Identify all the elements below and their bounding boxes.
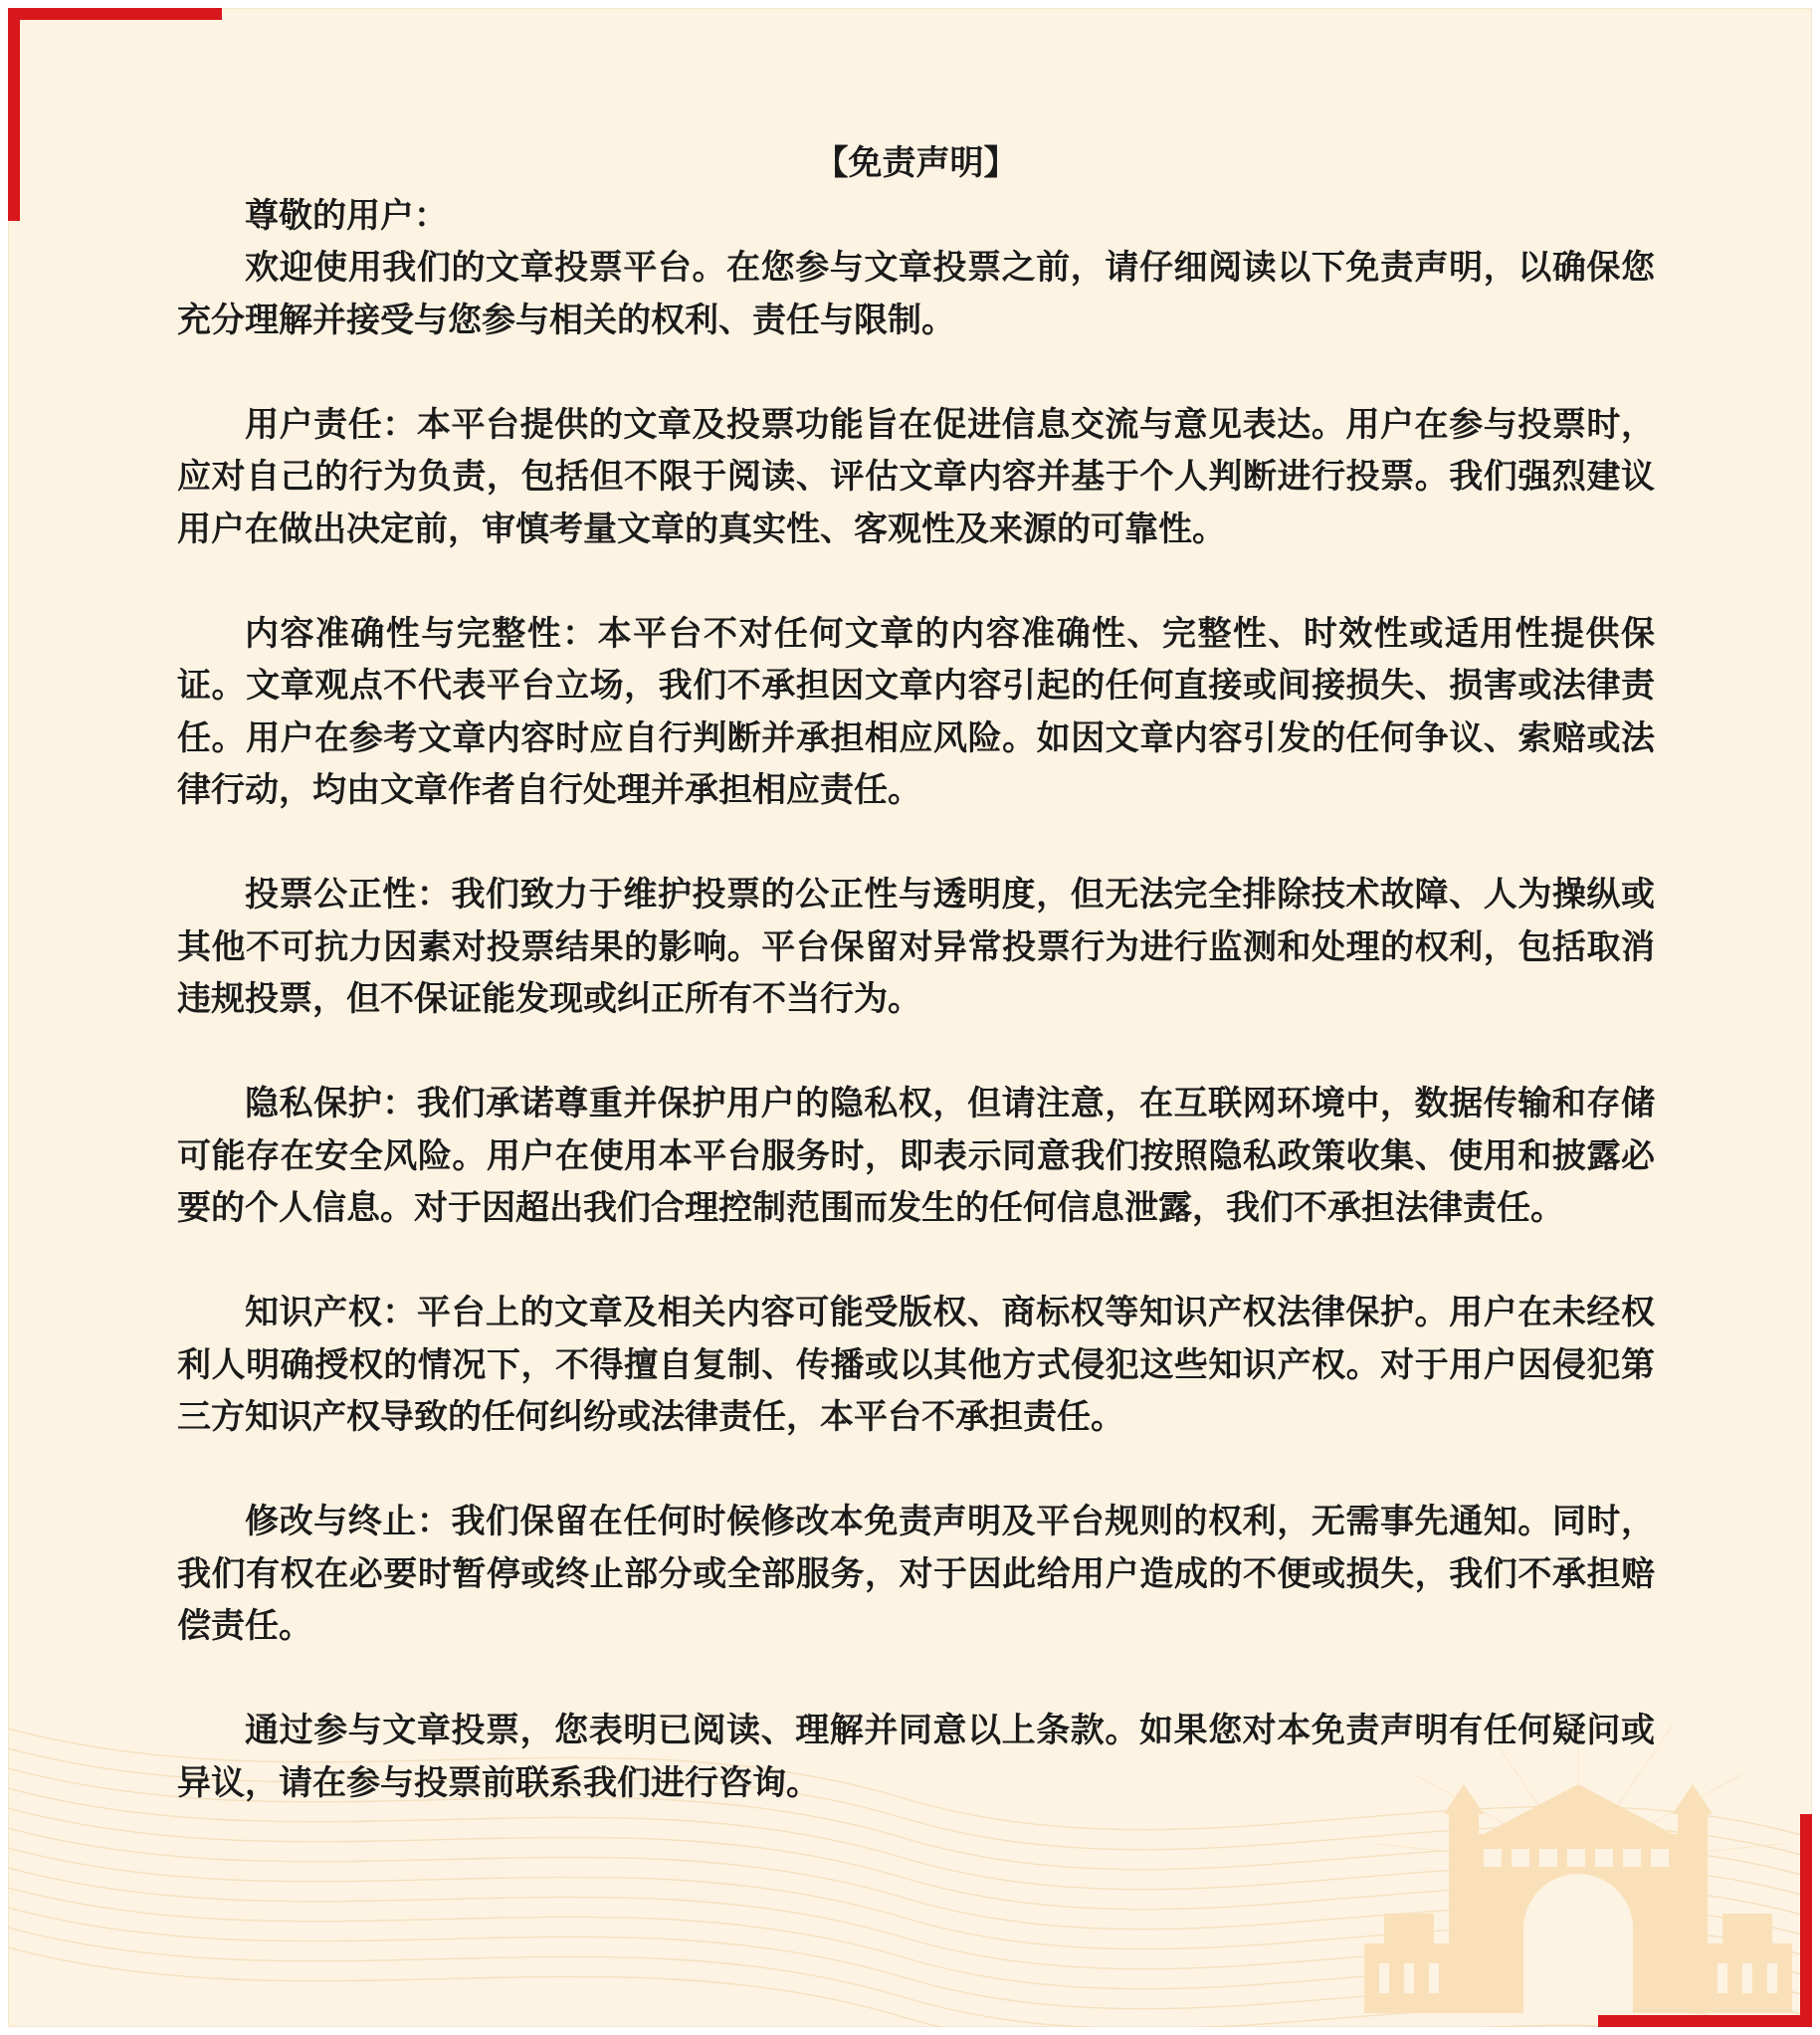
paragraph-gap <box>177 1444 1655 1497</box>
document-paper <box>8 8 1812 2027</box>
intro-paragraph: 欢迎使用我们的文章投票平台。在您参与文章投票之前，请仔细阅读以下免责声明，以确保您充分理解并接受与您参与相关的权利、责任与限制。 <box>177 248 1655 340</box>
section-modification-termination: 修改与终止：我们保留在任何时候修改本免责声明及平台规则的权利，无需事先通知。同时，我们有权在必要时暂停或终止部分或全部服务，对于因此给用户造成的不便或损失，我们不承担赔偿责任。 <box>177 1502 1655 1646</box>
paragraph-gap <box>177 817 1655 870</box>
red-corner-frame-top-left <box>8 8 222 20</box>
section-voting-fairness: 投票公正性：我们致力于维护投票的公正性与透明度，但无法完全排除技术故障、人为操纵或其他不可抗力因素对投票结果的影响。平台保留对异常投票行为进行监测和处理的权利，包括取消违规投票，但不保证能发现或纠正所有不当行为。 <box>177 875 1655 1019</box>
greeting: 尊敬的用户： <box>245 195 448 236</box>
paragraph-gap <box>177 1235 1655 1288</box>
closing-paragraph: 通过参与文章投票，您表明已阅读、理解并同意以上条款。如果您对本免责声明有任何疑问或异议，请在参与投票前联系我们进行咨询。 <box>177 1711 1655 1803</box>
section-content-accuracy: 内容准确性与完整性：本平台不对任何文章的内容准确性、完整性、时效性或适用性提供保证。文章观点不代表平台立场，我们不承担因文章内容引起的任何直接或间接损失、损害或法律责任。用户在参考文章内容时应自行判断并承担相应风险。如因文章内容引发的任何争议、索赔或法律行动，均由文章作者自行处理并承担相应责任。 <box>177 613 1655 810</box>
section-intellectual-property: 知识产权：平台上的文章及相关内容可能受版权、商标权等知识产权法律保护。用户在未经权利人明确授权的情况下，不得擅自复制、传播或以其他方式侵犯这些知识产权。对于用户因侵犯第三方知识产权导致的任何纠纷或法律责任，本平台不承担责任。 <box>177 1293 1655 1437</box>
disclaimer-content <box>177 137 1655 1809</box>
paragraph-gap <box>177 555 1655 608</box>
paragraph-gap <box>177 1653 1655 1706</box>
red-corner-frame-bottom-right <box>1598 2015 1812 2027</box>
paragraph-gap <box>177 1026 1655 1079</box>
section-privacy: 隐私保护：我们承诺尊重并保护用户的隐私权，但请注意，在互联网环境中，数据传输和存储可能存在安全风险。用户在使用本平台服务时，即表示同意我们按照隐私政策收集、使用和披露必要的个人信息。对于因超出我们合理控制范围而发生的任何信息泄露，我们不承担法律责任。 <box>177 1084 1655 1228</box>
paragraph-gap <box>177 346 1655 399</box>
red-corner-frame-top-left-vertical <box>8 8 20 221</box>
section-user-responsibility: 用户责任：本平台提供的文章及投票功能旨在促进信息交流与意见表达。用户在参与投票时，应对自己的行为负责，包括但不限于阅读、评估文章内容并基于个人判断进行投票。我们强烈建议用户在做出决定前，审慎考量文章的真实性、客观性及来源的可靠性。 <box>177 404 1655 549</box>
document-title: 【免责声明】 <box>814 143 1018 183</box>
red-corner-frame-bottom-right-vertical <box>1800 1814 1812 2027</box>
